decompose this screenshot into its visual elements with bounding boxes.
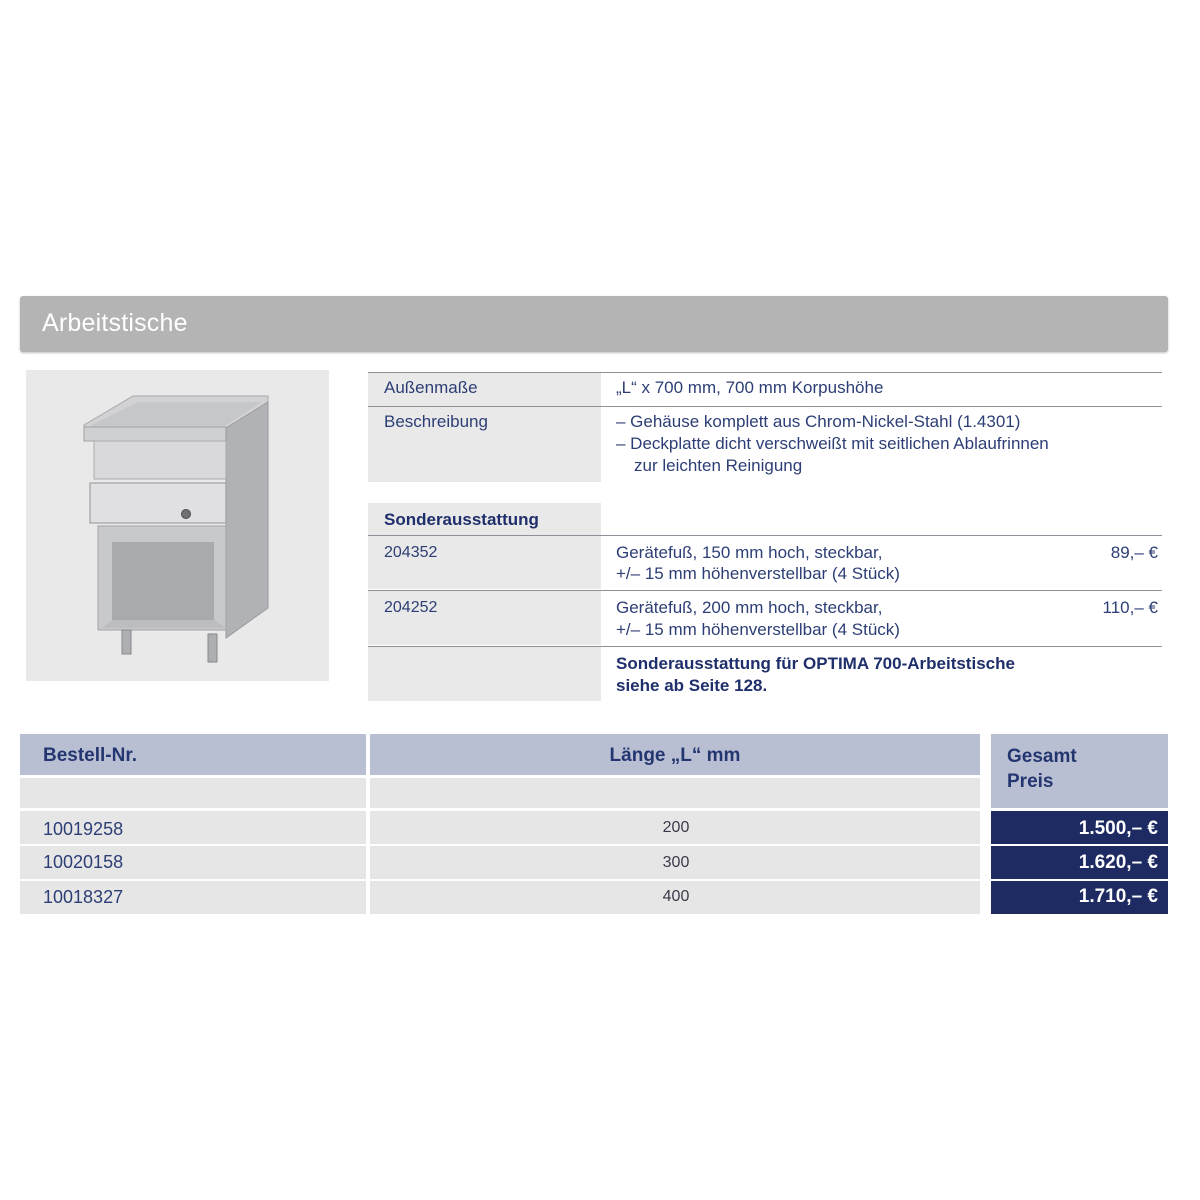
extras-item-line: Gerätefuß, 200 mm hoch, steckbar, xyxy=(616,598,883,617)
section-header xyxy=(20,296,1168,352)
section-title: Arbeitstische xyxy=(42,309,188,337)
extras-item-line: +/– 15 mm höhenverstellbar (4 Stück) xyxy=(616,564,900,583)
price-cell xyxy=(991,846,1168,879)
extras-note-line: siehe ab Seite 128. xyxy=(616,676,768,695)
extras-item-price: 89,– € xyxy=(1110,543,1158,562)
extras-item-code: 204252 xyxy=(384,599,438,616)
order-number: 10018327 xyxy=(43,887,124,907)
spec-label-dimensions: Außenmaße xyxy=(384,378,478,397)
extras-heading: Sonderausstattung xyxy=(384,510,539,529)
order-number: 10020158 xyxy=(43,852,124,872)
spec-value-description-line: – Deckplatte dicht verschweißt mit seitlichen Ablaufrinnen xyxy=(616,434,1049,453)
spec-value-dimensions: „L“ x 700 mm, 700 mm Korpushöhe xyxy=(616,378,884,397)
spec-label-description: Beschreibung xyxy=(384,412,488,431)
price-value: 1.710,– € xyxy=(1078,886,1158,907)
column-header-order-no-label: Bestell-Nr. xyxy=(43,745,137,766)
length-value: 300 xyxy=(662,854,690,871)
column-header-price xyxy=(991,734,1168,808)
column-header-length xyxy=(370,734,980,775)
subheader-cell xyxy=(370,778,980,808)
extras-note-cell xyxy=(368,647,601,701)
extras-item-line: +/– 15 mm höhenverstellbar (4 Stück) xyxy=(616,620,900,639)
extras-item-code: 204352 xyxy=(384,544,438,561)
price-cell xyxy=(991,811,1168,844)
extras-item-price: 110,– € xyxy=(1102,598,1158,617)
price-value: 1.500,– € xyxy=(1078,818,1158,839)
column-header-order-no xyxy=(20,734,366,775)
table-row-order-cell xyxy=(20,846,366,879)
column-header-price-line1: Gesamt xyxy=(1007,746,1077,767)
table-row-length-cell xyxy=(370,846,980,879)
table-row-length-cell xyxy=(370,881,980,914)
column-header-length-label: Länge „L“ mm xyxy=(609,745,741,766)
length-value: 200 xyxy=(662,819,690,836)
table-row-order-cell xyxy=(20,811,366,844)
column-header-price-line2: Preis xyxy=(1007,771,1054,792)
table-row-order-cell xyxy=(20,881,366,914)
table-row-length-cell xyxy=(370,811,980,844)
length-value: 400 xyxy=(662,888,690,905)
price-cell xyxy=(991,881,1168,914)
spec-value-description-line: zur leichten Reinigung xyxy=(634,456,803,475)
price-value: 1.620,– € xyxy=(1078,852,1158,873)
spec-value-description-line: – Gehäuse komplett aus Chrom-Nickel-Stahl (1.4301) xyxy=(616,412,1021,431)
subheader-cell xyxy=(20,778,366,808)
extras-note-line: Sonderausstattung für OPTIMA 700-Arbeitstische xyxy=(616,654,1015,673)
extras-item-line: Gerätefuß, 150 mm hoch, steckbar, xyxy=(616,543,883,562)
order-number: 10019258 xyxy=(43,819,124,839)
product-image xyxy=(26,370,329,681)
worktable-illustration xyxy=(26,370,329,681)
